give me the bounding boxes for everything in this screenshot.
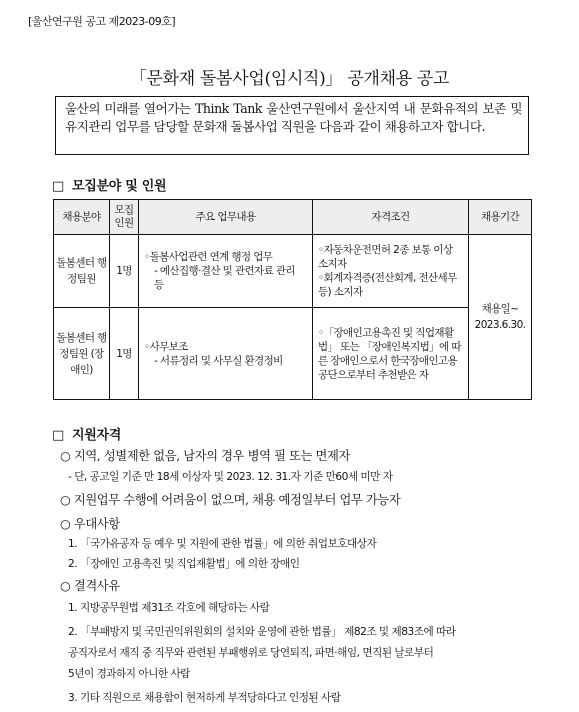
requirement-item: ◦「장애인고용촉진 및 직업재활법」 또는 「장애인복지법」에 따른 장애인으로서 한국장애인고용공단으로부터 추천받은 자: [318, 326, 461, 381]
header-period: 채용기간: [469, 200, 532, 235]
recruitment-table: [53, 199, 532, 400]
table-row: [54, 308, 532, 400]
row-count: 1명: [110, 308, 139, 400]
disqualification-item-cont: 공직자로서 재직 중 직무와 관련된 부패행위로 당연퇴직, 파면·해임, 면직된 날로부터: [68, 647, 434, 659]
row-requirements: [313, 308, 469, 400]
row-count: 1명: [110, 235, 139, 308]
disqualification-heading: ○ 결격사유: [60, 579, 120, 593]
row-duties: [139, 308, 313, 400]
row-period: 채용일~ 2023.6.30.: [469, 235, 532, 400]
row-field: 돌봄센터 행정팀원 (장애인): [54, 308, 110, 400]
duty-main: ◦사무보조: [144, 340, 188, 353]
section-heading-recruitment: [52, 175, 166, 194]
qualification-item: ○ 지역, 성별제한 없음, 남자의 경우 병역 필 또는 면제자: [60, 449, 350, 463]
duty-sub: - 예산집행·결산 및 관련자료 관리 등: [154, 265, 295, 291]
duty-sub: - 서류정리 및 사무실 환경정비: [154, 354, 283, 367]
requirement-item: ◦회계자격증(전산회계, 전산세무 등) 소지자: [318, 272, 457, 298]
header-field: 채용분야: [54, 200, 110, 235]
page-title: 「문화재 돌봄사업(임시직)」 공개채용 공고: [129, 69, 450, 89]
header-requirements: 자격조건: [313, 200, 469, 235]
preference-item: 2. 「장애인 고용촉진 및 직업재활법」에 의한 장애인: [68, 558, 300, 570]
table-row: [54, 235, 532, 308]
preference-item: 1. 「국가유공자 등 예우 및 지원에 관한 법률」에 의한 취업보호대상자: [68, 538, 377, 550]
intro-box: 울산의 미래를 열어가는 Think Tank 울산연구원에서 울산지역 내 문화유적의 보존 및 유지관리 업무를 담당할 문화재 돌봄사업 직원을 다음과 같이 채용하고자 합니다.: [55, 96, 529, 155]
disqualification-item: 3. 기타 직원으로 채용함이 현저하게 부적당하다고 인정된 사람: [68, 692, 341, 704]
qualification-subitem: - 단, 공고일 기준 만 18세 이상자 및 2023. 12. 31.자 기준 만60세 미만 자: [68, 471, 393, 483]
qualification-item: ○ 지원업무 수행에 어려움이 없으며, 채용 예정일부터 업무 가능자: [60, 493, 401, 507]
section-heading-qualifications: [52, 424, 121, 443]
notice-number: [울산연구원 공고 제2023-09호]: [28, 15, 176, 28]
requirement-item: ◦자동차운전면허 2종 보통 이상 소지자: [318, 244, 453, 270]
duty-main: ◦돌봄사업관련 연계 행정 업무: [144, 251, 273, 263]
table-header-row: [54, 200, 532, 235]
header-duties: 주요 업무내용: [139, 200, 313, 235]
section-marker: □: [52, 428, 64, 443]
disqualification-item-cont: 5년이 경과하지 아니한 사람: [68, 668, 190, 680]
row-requirements: [313, 235, 469, 308]
header-count: 모집인원: [110, 200, 139, 235]
section-marker: □: [52, 179, 64, 194]
row-field: 돌봄센터 행정팀원: [54, 235, 110, 308]
preference-heading: ○ 우대사항: [60, 517, 120, 531]
disqualification-item: 1. 지방공무원법 제31조 각호에 해당하는 사람: [68, 602, 270, 614]
disqualification-item: 2. 「부패방지 및 국민권익위원회의 설치와 운영에 관한 법률」 제82조 및 제83조에 따라: [68, 626, 456, 638]
section-title: 지원자격: [71, 428, 122, 443]
row-duties: [139, 235, 313, 308]
section-title: 모집분야 및 인원: [71, 179, 167, 194]
